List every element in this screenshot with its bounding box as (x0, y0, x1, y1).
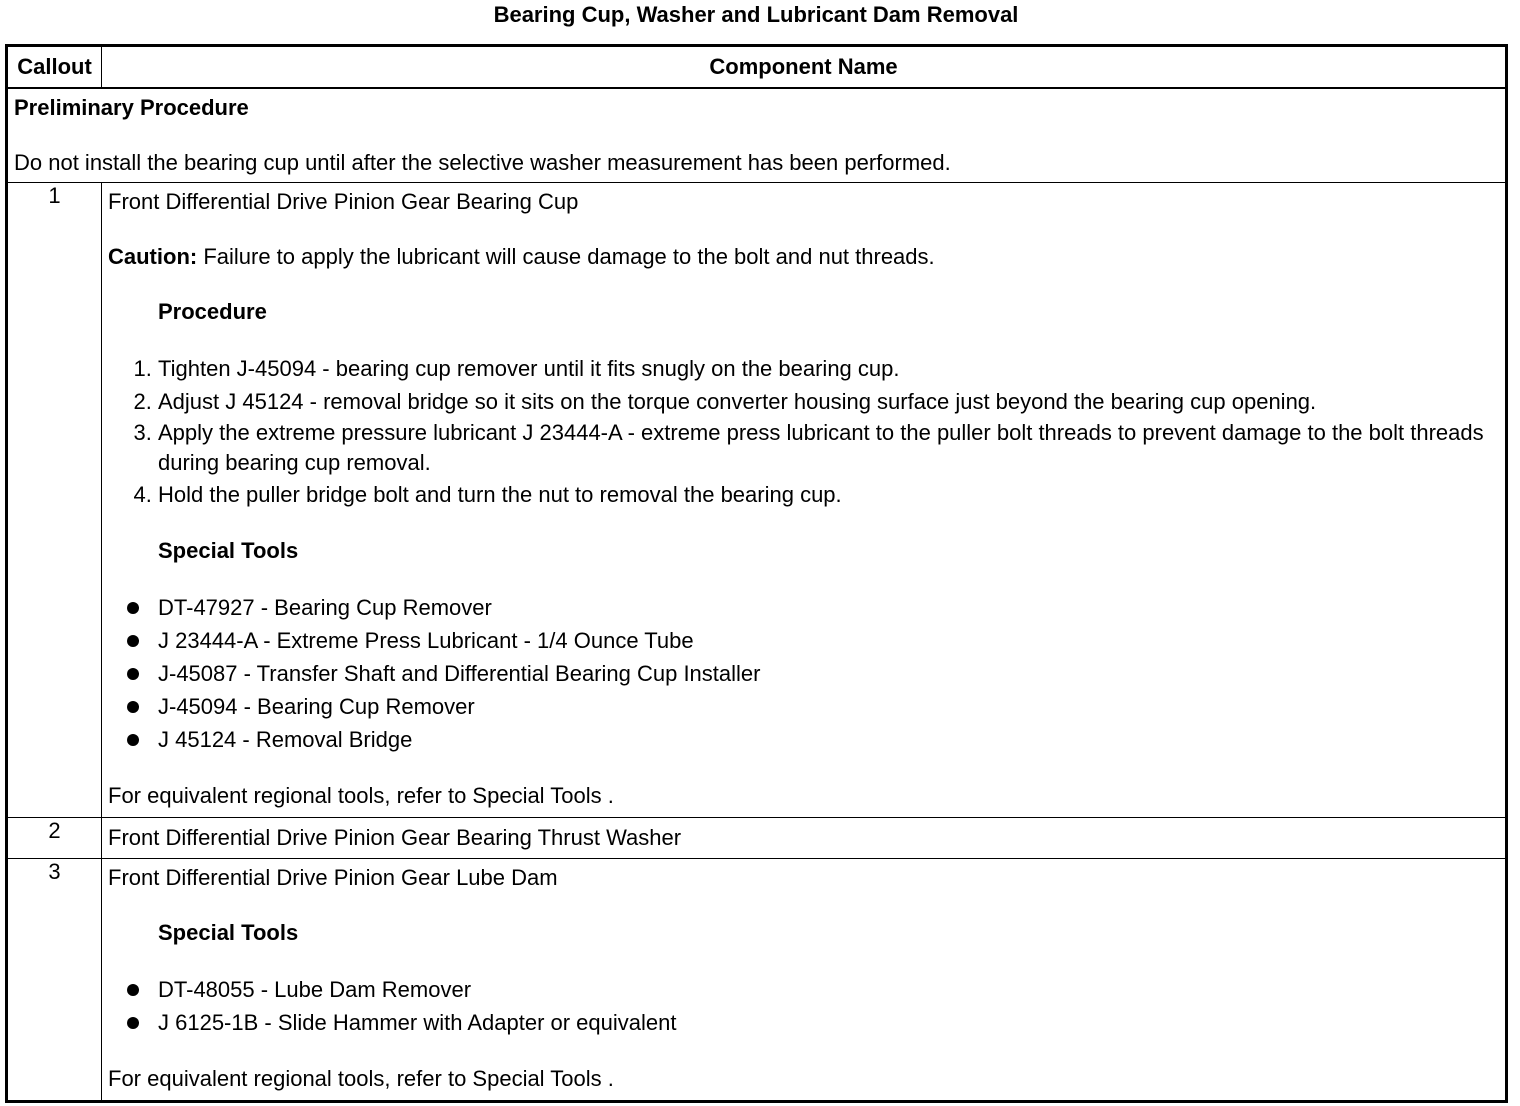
procedure-steps (108, 352, 1497, 511)
callout-number: 1 (7, 183, 102, 818)
tool-item: J 45124 - Removal Bridge (158, 723, 1497, 756)
page-title: Bearing Cup, Washer and Lubricant Dam Removal (493, 2, 1019, 27)
component-table (5, 44, 1508, 1103)
tool-item: J-45094 - Bearing Cup Remover (158, 690, 1497, 723)
component-cell (102, 859, 1507, 1102)
procedure-step: 2. Adjust J 45124 - removal bridge so it sits on the torque converter housing surface just beyond the bearing cup opening. (158, 385, 1497, 418)
caution-text: Failure to apply the lubricant will cause damage to the bolt and nut threads. (197, 244, 935, 269)
callout-column-header: Callout (7, 46, 102, 89)
preliminary-heading: Preliminary Procedure (14, 95, 249, 120)
component-name: Front Differential Drive Pinion Gear Bearing Thrust Washer (108, 825, 682, 850)
tool-item: DT-47927 - Bearing Cup Remover (158, 591, 1497, 624)
component-name: Front Differential Drive Pinion Gear Bearing Cup (108, 189, 579, 214)
procedure-step: 3. Apply the extreme pressure lubricant J 23444-A - extreme press lubricant to the puller bolt threads to prevent damage to the bolt threads during bearing cup removal. (158, 418, 1497, 478)
table-row (7, 818, 1507, 859)
tool-item: J-45087 - Transfer Shaft and Differential Bearing Cup Installer (158, 657, 1497, 690)
component-cell (102, 818, 1507, 859)
special-tools-heading: Special Tools (158, 538, 299, 563)
table-row (7, 859, 1507, 1102)
procedure-heading: Procedure (158, 299, 267, 324)
special-tools-list (108, 973, 1497, 1039)
special-tools-heading: Special Tools (158, 920, 299, 945)
regional-tools-note: For equivalent regional tools, refer to Special Tools . (108, 1066, 614, 1091)
preliminary-row (7, 88, 1507, 183)
tool-item: DT-48055 - Lube Dam Remover (158, 973, 1497, 1006)
callout-number: 2 (7, 818, 102, 859)
component-cell (102, 183, 1507, 818)
callout-number: 3 (7, 859, 102, 1102)
caution-note (108, 242, 1497, 272)
table-row (7, 183, 1507, 818)
preliminary-cell (7, 88, 1507, 183)
procedure-step: 4. Hold the puller bridge bolt and turn the nut to removal the bearing cup. (158, 478, 1497, 511)
regional-tools-note: For equivalent regional tools, refer to Special Tools . (108, 783, 614, 808)
tool-item: J 6125-1B - Slide Hammer with Adapter or equivalent (158, 1006, 1497, 1039)
table-header-row (7, 46, 1507, 89)
component-name: Front Differential Drive Pinion Gear Lube Dam (108, 865, 558, 890)
special-tools-list (108, 591, 1497, 756)
procedure-step: 1. Tighten J-45094 - bearing cup remover until it fits snugly on the bearing cup. (158, 352, 1497, 385)
caution-label: Caution: (108, 244, 198, 269)
component-name-column-header: Component Name (102, 46, 1507, 89)
tool-item: J 23444-A - Extreme Press Lubricant - 1/4 Ounce Tube (158, 624, 1497, 657)
preliminary-text: Do not install the bearing cup until after the selective washer measurement has been performed. (14, 150, 951, 175)
